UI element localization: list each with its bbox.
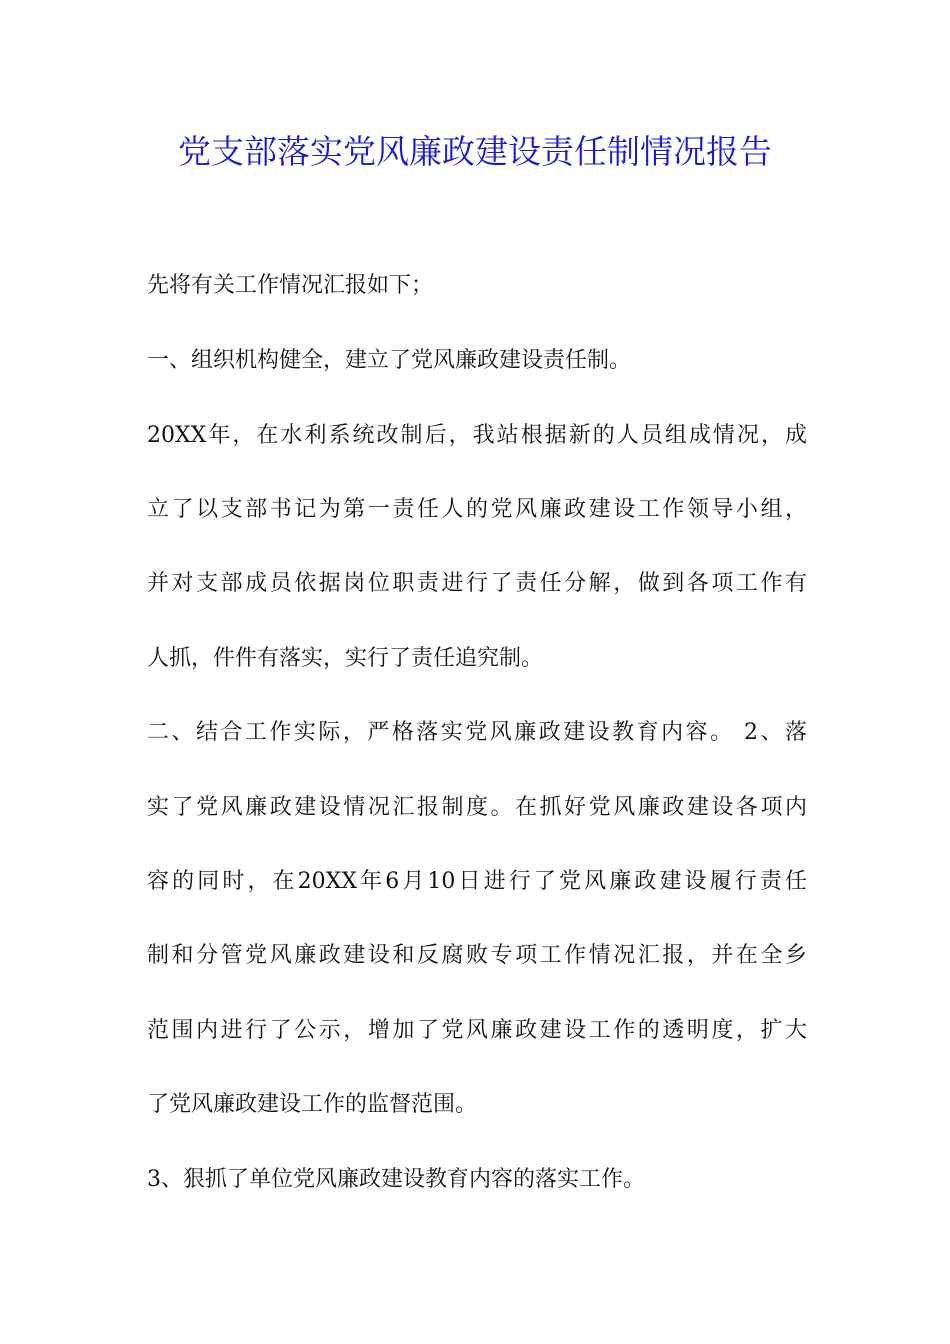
section-heading-2: 二、结合工作实际，严格落实党风廉政建设教育内容。 2、落 xyxy=(147,720,807,745)
document-title: 党支部落实党风廉政建设责任制情况报告 xyxy=(178,132,772,171)
section-heading-3: 3、狠抓了单位党风廉政建设教育内容的落实工作。 xyxy=(147,1167,645,1192)
paragraph-line: 先将有关工作情况汇报如下； xyxy=(147,273,434,298)
paragraph-line: 实了党风廉政建设情况汇报制度。在抓好党风廉政建设各项内 xyxy=(147,795,807,820)
section-heading-1: 一、组织机构健全，建立了党风廉政建设责任制。 xyxy=(147,348,632,373)
paragraph-line: 并对支部成员依据岗位职责进行了责任分解，做到各项工作有 xyxy=(147,571,807,596)
paragraph-line: 20XX年，在水利系统改制后，我站根据新的人员组成情况，成 xyxy=(147,423,807,448)
paragraph-line: 立了以支部书记为第一责任人的党风廉政建设工作领导小组， xyxy=(147,497,807,522)
paragraph-line: 了党风廉政建设工作的监督范围。 xyxy=(147,1092,478,1117)
paragraph-line: 容的同时，在20XX年6月10日进行了党风廉政建设履行责任 xyxy=(147,869,807,894)
paragraph-line: 制和分管党风廉政建设和反腐败专项工作情况汇报，并在全乡 xyxy=(147,943,807,968)
paragraph-line: 范围内进行了公示，增加了党风廉政建设工作的透明度，扩大 xyxy=(147,1018,807,1043)
paragraph-line: 人抓，件件有落实，实行了责任追究制。 xyxy=(147,646,544,671)
